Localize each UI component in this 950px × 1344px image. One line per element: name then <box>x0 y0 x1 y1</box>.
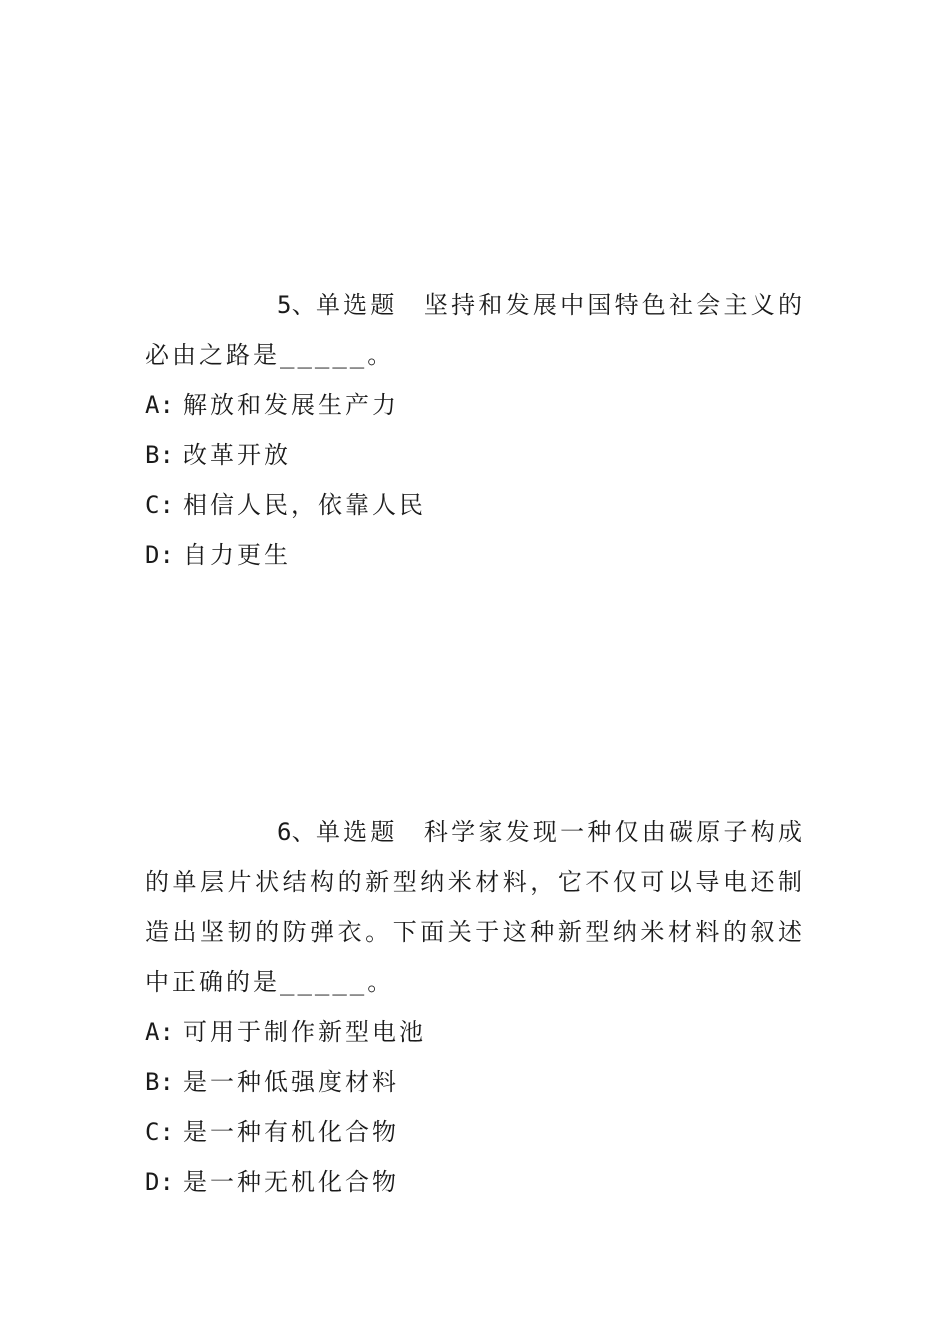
option-b <box>145 1057 805 1107</box>
question-text: 科学家发现一种仅由碳原子构成的单层片状结构的新型纳米材料，它不仅可以导电还制造出坚韧的防弹衣。下面关于这种新型纳米材料的叙述中正确的是_____。 <box>145 818 806 996</box>
option-letter: A: <box>145 391 174 419</box>
option-text: 是一种无机化合物 <box>183 1168 399 1196</box>
question-text: 坚持和发展中国特色社会主义的必由之路是_____。 <box>145 291 806 369</box>
option-letter: D: <box>145 1168 174 1196</box>
question-5 <box>145 280 805 580</box>
option-text: 是一种有机化合物 <box>183 1118 399 1146</box>
option-d <box>145 1157 805 1207</box>
option-text: 是一种低强度材料 <box>183 1068 399 1096</box>
option-letter: C: <box>145 491 174 519</box>
option-text: 改革开放 <box>183 441 291 469</box>
option-a <box>145 380 805 430</box>
option-a <box>145 1007 805 1057</box>
option-letter: C: <box>145 1118 174 1146</box>
question-type: 单选题 <box>315 291 398 319</box>
option-letter: A: <box>145 1018 174 1046</box>
option-b <box>145 430 805 480</box>
option-letter: B: <box>145 441 174 469</box>
option-text: 解放和发展生产力 <box>183 391 399 419</box>
option-letter: B: <box>145 1068 174 1096</box>
question-number: 5、 <box>277 291 316 319</box>
option-text: 自力更生 <box>183 541 291 569</box>
question-stem <box>145 807 805 1007</box>
option-letter: D: <box>145 541 174 569</box>
option-list <box>145 1007 805 1207</box>
option-list <box>145 380 805 580</box>
option-d <box>145 530 805 580</box>
question-stem <box>145 280 805 380</box>
option-c <box>145 1107 805 1157</box>
question-type: 单选题 <box>315 818 398 846</box>
question-6 <box>145 807 805 1207</box>
question-number: 6、 <box>277 818 316 846</box>
option-text: 可用于制作新型电池 <box>183 1018 426 1046</box>
option-c <box>145 480 805 530</box>
option-text: 相信人民，依靠人民 <box>183 491 426 519</box>
